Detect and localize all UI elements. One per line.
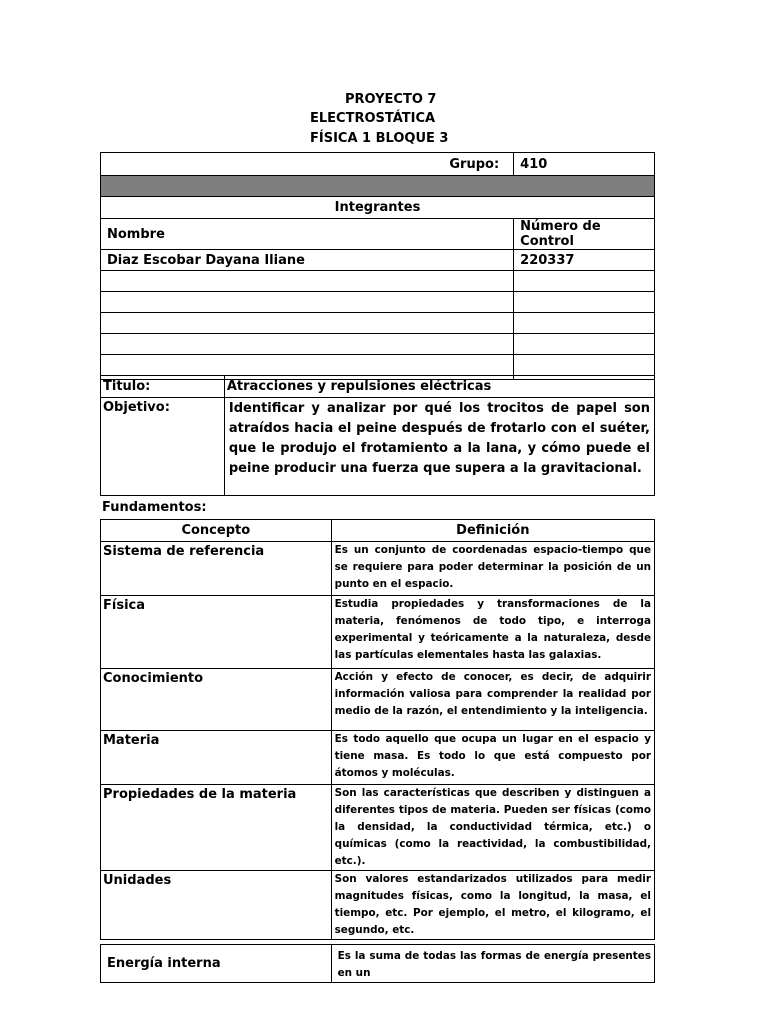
concept-cell: Materia [101,731,332,785]
energia-table [100,944,655,983]
member-control: 220337 [514,250,655,271]
concept-cell: Sistema de referencia [101,542,332,596]
grey-band [101,176,655,197]
definition-cell: Es todo aquello que ocupa un lugar en el espacio y tiene masa. Es todo lo que está compuesto por átomos y moléculas. [331,731,654,785]
integrantes-title: Integrantes [101,197,655,219]
col-header-definition: Definición [331,520,654,542]
member-control [514,271,655,292]
objetivo-value: Identificar y analizar por qué los trocitos de papel son atraídos hacia el peine después de frotarlo con el suéter, que le produjo el frotamiento a la lana, y cómo puede el peine producir una fuerza que supera a la gravitacional. [224,398,654,496]
col-header-name: Nombre [101,219,514,250]
definition-cell: Acción y efecto de conocer, es decir, de adquirir información valiosa para comprender la realidad por medio de la razón, el entendimiento y la inteligencia. [331,669,654,731]
concept-cell: Propiedades de la materia [101,785,332,871]
group-label [101,153,514,176]
member-control [514,334,655,355]
concept-cell: Física [101,596,332,669]
objetivo-label: Objetivo: [101,398,225,496]
members-table [100,152,655,380]
concept-cell: Conocimiento [101,669,332,731]
group-label-text: Grupo: [449,156,500,172]
definition-cell: Es un conjunto de coordenadas espacio-tiempo que se requiere para poder determinar la posición de un punto en el espacio. [331,542,654,596]
fundamentos-label: Fundamentos: [102,500,207,515]
concept-cell: Unidades [101,871,332,940]
definition-cell: Es la suma de todas las formas de energía presentes en un [331,945,654,983]
definition-cell: Estudia propiedades y transformaciones de la materia, fenómenos de todo tipo, e interroga experimental y teóricamente a la naturaleza, desde las partículas elementales hasta las galaxias. [331,596,654,669]
col-header-concept: Concepto [101,520,332,542]
header-line-3: FÍSICA 1 BLOQUE 3 [310,131,449,146]
titulo-label: Titulo: [101,376,225,398]
member-control [514,313,655,334]
definition-cell: Son las características que describen y distinguen a diferentes tipos de materia. Pueden ser físicas (como la densidad, la conductividad térmica, etc.) o químicas (como la reactividad, la combustibilidad, etc.). [331,785,654,871]
concept-cell: Energía interna [101,945,332,983]
member-name [101,334,514,355]
member-name [101,313,514,334]
member-name [101,271,514,292]
fundamentos-table [100,519,655,940]
titulo-value: Atracciones y repulsiones eléctricas [224,376,654,398]
header-line-1: PROYECTO 7 [345,92,437,107]
member-name: Diaz Escobar Dayana Iliane [101,250,514,271]
definition-cell: Son valores estandarizados utilizados para medir magnitudes físicas, como la longitud, la masa, el tiempo, etc. Por ejemplo, el metro, el kilogramo, el segundo, etc. [331,871,654,940]
member-control [514,292,655,313]
title-objective-table [100,375,655,496]
header-line-2: ELECTROSTÁTICA [310,111,436,126]
member-name [101,292,514,313]
group-value: 410 [514,153,655,176]
col-header-control: Número de Control [514,219,655,250]
